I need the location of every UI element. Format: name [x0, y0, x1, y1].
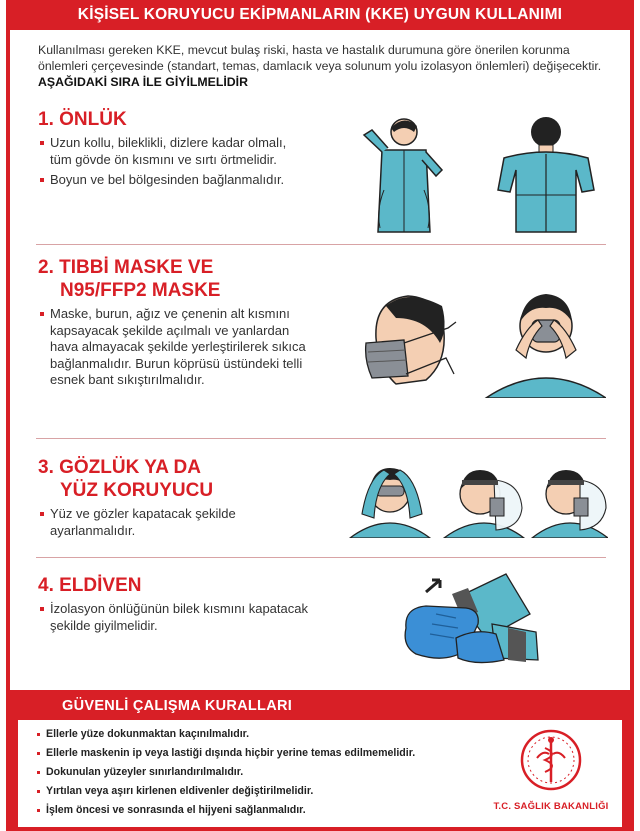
- section-divider: [36, 557, 606, 558]
- intro-paragraph: [38, 42, 608, 90]
- list-item: Boyun ve bel bölgesinden bağlanmalıdır.: [38, 172, 308, 189]
- section-divider: [36, 438, 606, 439]
- face-shield-illustration-icon: [344, 458, 608, 538]
- safety-rules-box: [18, 720, 622, 827]
- poster-title: KİŞİSEL KORUYUCU EKİPMANLARIN (KKE) UYGUN KULLANIMI: [10, 0, 630, 30]
- list-item: Yüz ve gözler kapatacak şekilde ayarlanmalıdır.: [38, 506, 308, 539]
- poster-frame: [6, 0, 634, 831]
- list-item: Maske, burun, ağız ve çenenin alt kısmını kapsayacak şekilde açılmalı ve yanlardan hava almayacak şekilde yerleştirilerek sıkıca bağlanmalıdır. Burun köprüsü üstündeki telli esnek bant sıkıştırılmalıdır.: [38, 306, 313, 389]
- section-goggles-title: 3. GÖZLÜK YA DA YÜZ KORUYUCU: [38, 457, 214, 501]
- section-gown-title: 1. ÖNLÜK: [38, 109, 127, 130]
- safety-rules-title: GÜVENLİ ÇALIŞMA KURALLARI: [62, 698, 293, 714]
- section-gloves-title: 4. ELDİVEN: [38, 575, 142, 596]
- section-mask-title: 2. TIBBİ MASKE VE N95/FFP2 MASKE: [38, 257, 221, 301]
- ministry-logo: [486, 728, 616, 823]
- list-item: İşlem öncesi ve sonrasında el hijyeni sağlanmalıdır.: [36, 804, 456, 817]
- list-item: Ellerle yüze dokunmaktan kaçınılmalıdır.: [36, 728, 456, 741]
- ministry-name: T.C. SAĞLIK BAKANLIĞI: [493, 801, 609, 812]
- list-item: Ellerle maskenin ip veya lastiği dışında hiçbir yerine temas edilmemelidir.: [36, 747, 456, 760]
- gown-illustration-icon: [354, 110, 604, 235]
- safety-rules-panel: [10, 690, 630, 831]
- list-item: İzolasyon önlüğünün bilek kısmını kapatacak şekilde giyilmelidir.: [38, 601, 313, 634]
- ministry-emblem-icon: [519, 728, 583, 792]
- list-item: Uzun kollu, bileklikli, dizlere kadar olmalı, tüm gövde ön kısmını ve sırtı örtmelidir.: [38, 135, 308, 168]
- list-item: Yırtılan veya aşırı kirlenen eldivenler değiştirilmelidir.: [36, 785, 456, 798]
- gloves-illustration-icon: [396, 568, 546, 668]
- section-divider: [36, 244, 606, 245]
- mask-illustration-icon: [356, 288, 606, 398]
- intro-emphasis: AŞAĞIDAKİ SIRA İLE GİYİLMELİDİR: [38, 75, 248, 89]
- list-item: Dokunulan yüzeyler sınırlandırılmalıdır.: [36, 766, 456, 779]
- intro-text: Kullanılması gereken KKE, mevcut bulaş riski, hasta ve hastalık durumuna göre önerilen korunma önlemleri çerçevesinde (standart, temas, damlacık veya solunum yolu izolasyon önlemleri) değişecektir.: [38, 43, 602, 73]
